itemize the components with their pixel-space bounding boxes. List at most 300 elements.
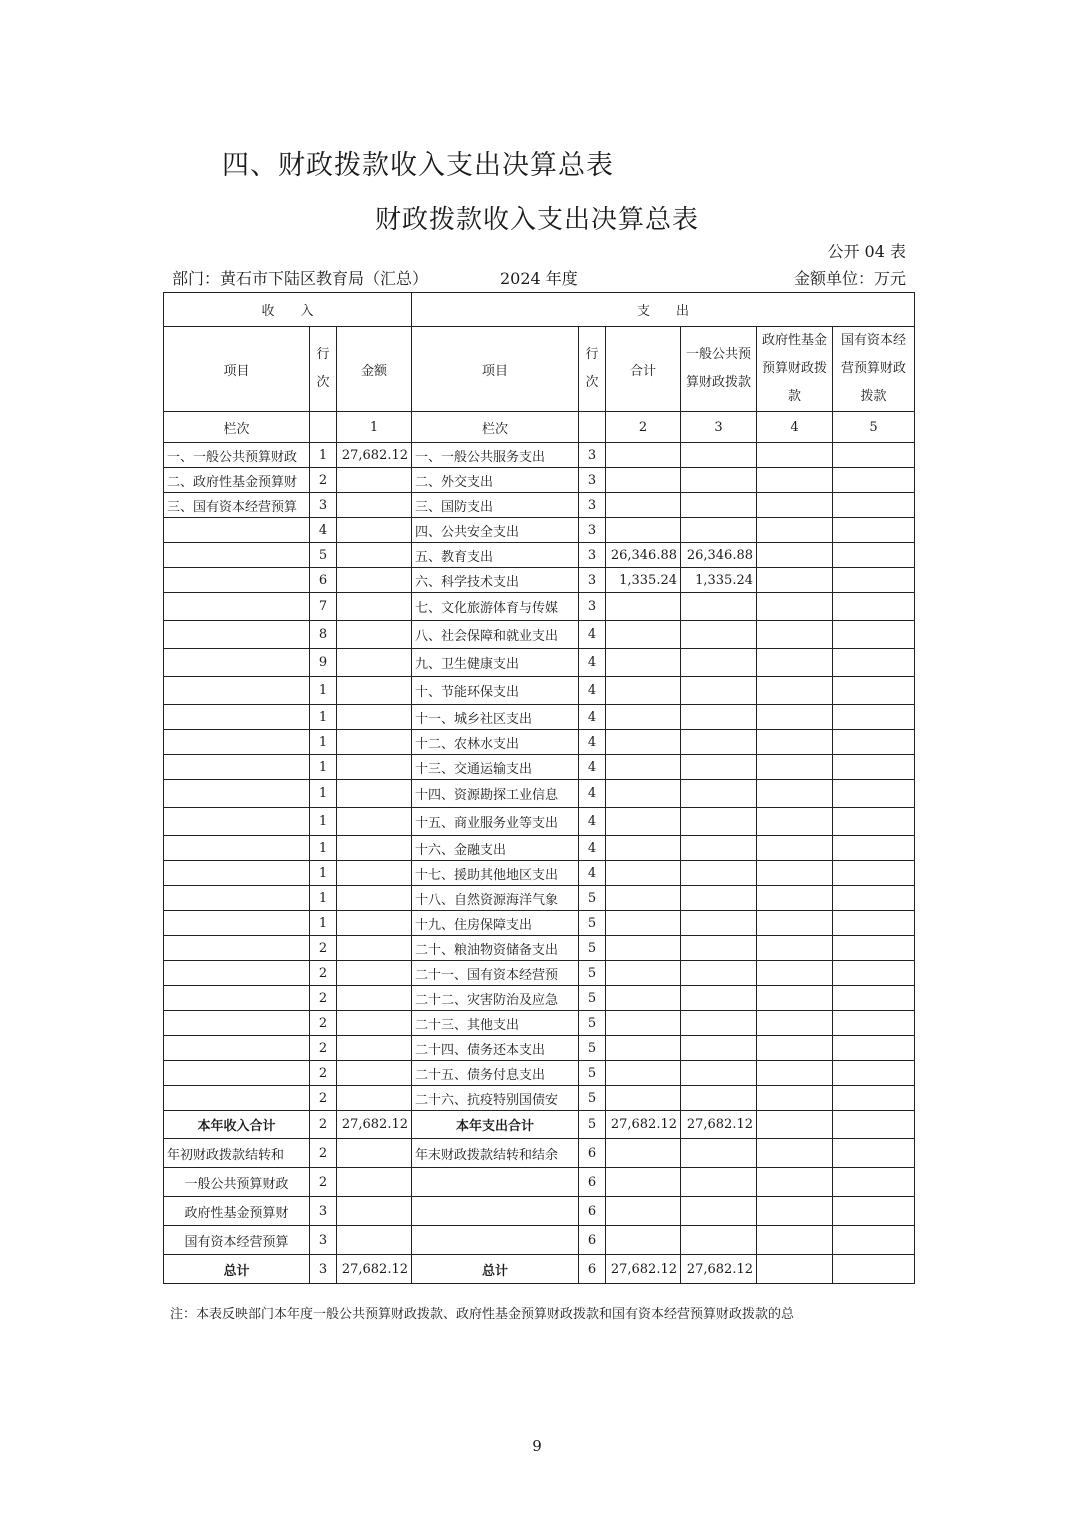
total-amount <box>606 468 681 493</box>
expense-line-no: 6 <box>579 1197 606 1226</box>
general-budget-amount <box>681 1011 757 1036</box>
general-budget-amount <box>681 593 757 621</box>
income-item: 二、政府性基金预算财 <box>164 468 310 493</box>
general-budget-amount <box>681 911 757 936</box>
general-budget-amount: 1,335.24 <box>681 568 757 593</box>
general-budget-amount <box>681 808 757 836</box>
fund-budget-header: 政府性基金预算财政拨款 <box>757 327 833 412</box>
income-item <box>164 911 310 936</box>
income-header: 收 入 <box>164 293 412 327</box>
expense-item: 本年支出合计 <box>412 1111 579 1139</box>
state-capital-amount <box>833 730 915 755</box>
expense-line-no: 5 <box>579 1111 606 1139</box>
fund-budget-amount <box>757 886 833 911</box>
col-index-4: 4 <box>757 412 833 443</box>
state-capital-amount <box>833 593 915 621</box>
fund-budget-amount <box>757 468 833 493</box>
income-line-no: 3 <box>310 1255 337 1284</box>
fund-budget-amount <box>757 755 833 780</box>
total-amount <box>606 649 681 677</box>
total-amount <box>606 730 681 755</box>
col-label-expense: 栏次 <box>412 412 579 443</box>
income-item <box>164 543 310 568</box>
expense-line-no: 5 <box>579 911 606 936</box>
state-capital-amount <box>833 443 915 468</box>
expense-line-no: 4 <box>579 755 606 780</box>
expense-line-no: 5 <box>579 986 606 1011</box>
total-amount <box>606 755 681 780</box>
expense-line-no: 5 <box>579 1011 606 1036</box>
fund-budget-amount <box>757 730 833 755</box>
income-item <box>164 677 310 705</box>
general-budget-amount <box>681 886 757 911</box>
state-capital-amount <box>833 1139 915 1168</box>
total-amount <box>606 621 681 649</box>
expense-line-no: 4 <box>579 861 606 886</box>
table-row <box>164 730 915 755</box>
general-budget-amount <box>681 986 757 1011</box>
income-item <box>164 861 310 886</box>
table-row <box>164 780 915 808</box>
general-budget-amount <box>681 649 757 677</box>
general-budget-amount <box>681 493 757 518</box>
income-item: 一、一般公共预算财政 <box>164 443 310 468</box>
fund-budget-amount <box>757 1168 833 1197</box>
total-amount <box>606 593 681 621</box>
income-amount <box>337 1197 412 1226</box>
total-amount: 27,682.12 <box>606 1111 681 1139</box>
expense-item: 四、公共安全支出 <box>412 518 579 543</box>
total-amount: 1,335.24 <box>606 568 681 593</box>
expense-line-no: 4 <box>579 649 606 677</box>
income-item <box>164 886 310 911</box>
expense-line-no: 5 <box>579 1086 606 1111</box>
income-amount <box>337 780 412 808</box>
income-amount <box>337 649 412 677</box>
income-amount <box>337 1011 412 1036</box>
table-row <box>164 961 915 986</box>
fund-budget-amount <box>757 836 833 861</box>
expense-line-no: 3 <box>579 593 606 621</box>
state-capital-amount <box>833 1036 915 1061</box>
expense-item: 二十四、债务还本支出 <box>412 1036 579 1061</box>
total-amount <box>606 1197 681 1226</box>
table-row <box>164 836 915 861</box>
income-item <box>164 780 310 808</box>
income-amount <box>337 543 412 568</box>
general-budget-amount <box>681 836 757 861</box>
general-budget-amount <box>681 1226 757 1255</box>
fund-budget-amount <box>757 1086 833 1111</box>
income-amount <box>337 986 412 1011</box>
page-number: 9 <box>532 1437 542 1455</box>
general-budget-amount <box>681 780 757 808</box>
fund-budget-amount <box>757 936 833 961</box>
col-index-3: 3 <box>681 412 757 443</box>
state-capital-amount <box>833 1111 915 1139</box>
header-row-columns <box>164 327 915 412</box>
income-line-no: 1 <box>310 808 337 836</box>
state-capital-amount <box>833 1168 915 1197</box>
fund-budget-amount <box>757 1011 833 1036</box>
table-row <box>164 593 915 621</box>
general-budget-amount <box>681 1086 757 1111</box>
expense-item-header: 项目 <box>412 327 579 412</box>
fund-budget-amount <box>757 1036 833 1061</box>
income-item <box>164 568 310 593</box>
fund-budget-amount <box>757 1111 833 1139</box>
general-budget-amount: 26,346.88 <box>681 543 757 568</box>
income-item: 一般公共预算财政 <box>164 1168 310 1197</box>
fund-budget-amount <box>757 1226 833 1255</box>
income-line-no: 7 <box>310 593 337 621</box>
total-amount <box>606 1139 681 1168</box>
expense-line-no: 6 <box>579 1139 606 1168</box>
table-row <box>164 568 915 593</box>
table-row <box>164 911 915 936</box>
table-row <box>164 1061 915 1086</box>
income-item <box>164 593 310 621</box>
expense-line-no: 5 <box>579 886 606 911</box>
table-row <box>164 936 915 961</box>
income-line-no: 3 <box>310 1226 337 1255</box>
carry-row <box>164 1168 915 1197</box>
expense-item: 二十五、债务付息支出 <box>412 1061 579 1086</box>
table-row <box>164 543 915 568</box>
table-row <box>164 621 915 649</box>
expense-line-no: 6 <box>579 1168 606 1197</box>
expense-line-no: 4 <box>579 677 606 705</box>
col-index-blank <box>579 412 606 443</box>
income-item <box>164 961 310 986</box>
table-row <box>164 886 915 911</box>
table-row <box>164 1036 915 1061</box>
income-amount <box>337 730 412 755</box>
expense-line-no: 3 <box>579 443 606 468</box>
expense-line-no: 4 <box>579 780 606 808</box>
income-item <box>164 1036 310 1061</box>
total-amount <box>606 986 681 1011</box>
income-amount <box>337 808 412 836</box>
total-amount <box>606 1011 681 1036</box>
state-capital-amount <box>833 677 915 705</box>
expense-item: 八、社会保障和就业支出 <box>412 621 579 649</box>
table-row <box>164 468 915 493</box>
total-amount <box>606 443 681 468</box>
income-amount <box>337 961 412 986</box>
expense-header: 支 出 <box>412 293 915 327</box>
income-line-no: 1 <box>310 780 337 808</box>
expense-item: 十、节能环保支出 <box>412 677 579 705</box>
income-amount <box>337 1226 412 1255</box>
income-amount <box>337 705 412 730</box>
section-title: 四、财政拨款收入支出决算总表 <box>222 150 614 181</box>
expense-line-no: 4 <box>579 836 606 861</box>
income-line-no: 1 <box>310 861 337 886</box>
fund-budget-amount <box>757 961 833 986</box>
meta-row <box>172 266 906 288</box>
state-capital-amount <box>833 986 915 1011</box>
state-capital-amount <box>833 493 915 518</box>
income-amount <box>337 621 412 649</box>
expense-line-no: 3 <box>579 543 606 568</box>
income-line-no: 2 <box>310 1036 337 1061</box>
fund-budget-amount <box>757 568 833 593</box>
state-capital-amount <box>833 543 915 568</box>
income-item <box>164 986 310 1011</box>
income-line-no: 1 <box>310 705 337 730</box>
income-line-no: 2 <box>310 961 337 986</box>
income-amount <box>337 836 412 861</box>
total-amount <box>606 1061 681 1086</box>
income-line-no: 1 <box>310 443 337 468</box>
expense-item: 二十、粮油物资储备支出 <box>412 936 579 961</box>
expense-item: 七、文化旅游体育与传媒 <box>412 593 579 621</box>
year-label: 2024 年度 <box>500 269 578 288</box>
total-amount: 27,682.12 <box>606 1255 681 1284</box>
income-amount <box>337 1061 412 1086</box>
income-line-no: 2 <box>310 1086 337 1111</box>
carry-row <box>164 1197 915 1226</box>
income-amount <box>337 936 412 961</box>
income-line-no: 3 <box>310 493 337 518</box>
income-amount <box>337 861 412 886</box>
general-budget-amount <box>681 1197 757 1226</box>
income-amount <box>337 518 412 543</box>
income-amount-header: 金额 <box>337 327 412 412</box>
income-amount <box>337 1139 412 1168</box>
general-budget-amount <box>681 1168 757 1197</box>
income-item <box>164 518 310 543</box>
general-budget-amount <box>681 705 757 730</box>
income-item <box>164 936 310 961</box>
general-budget-amount <box>681 936 757 961</box>
total-header: 合计 <box>606 327 681 412</box>
table-row <box>164 1086 915 1111</box>
income-amount <box>337 593 412 621</box>
state-capital-amount <box>833 1226 915 1255</box>
income-amount: 27,682.12 <box>337 1111 412 1139</box>
expense-line-no: 4 <box>579 808 606 836</box>
total-amount <box>606 1086 681 1111</box>
expense-line-no: 3 <box>579 518 606 543</box>
general-budget-amount: 27,682.12 <box>681 1255 757 1284</box>
table-row <box>164 705 915 730</box>
expense-item: 年末财政拨款结转和结余 <box>412 1139 579 1168</box>
fund-budget-amount <box>757 443 833 468</box>
income-item <box>164 1086 310 1111</box>
table-row <box>164 808 915 836</box>
income-item <box>164 1061 310 1086</box>
expense-item: 十八、自然资源海洋气象 <box>412 886 579 911</box>
income-line-no: 5 <box>310 543 337 568</box>
fund-budget-amount <box>757 1255 833 1284</box>
income-item <box>164 808 310 836</box>
table-row <box>164 677 915 705</box>
total-amount <box>606 911 681 936</box>
expense-line-no: 3 <box>579 568 606 593</box>
state-capital-amount <box>833 1086 915 1111</box>
fund-budget-amount <box>757 1197 833 1226</box>
col-label-income: 栏次 <box>164 412 310 443</box>
expense-item: 二十六、抗疫特别国债安 <box>412 1086 579 1111</box>
total-amount <box>606 493 681 518</box>
income-item <box>164 1011 310 1036</box>
income-line-no-header: 行次 <box>310 327 337 412</box>
state-capital-amount <box>833 705 915 730</box>
income-line-no: 3 <box>310 1197 337 1226</box>
col-index-5: 5 <box>833 412 915 443</box>
state-capital-amount <box>833 961 915 986</box>
expense-item: 十七、援助其他地区支出 <box>412 861 579 886</box>
income-amount <box>337 1036 412 1061</box>
expense-item: 三、国防支出 <box>412 493 579 518</box>
expense-line-no-header: 行次 <box>579 327 606 412</box>
income-amount <box>337 568 412 593</box>
income-item: 国有资本经营预算 <box>164 1226 310 1255</box>
general-budget-amount <box>681 518 757 543</box>
total-amount <box>606 780 681 808</box>
column-index-row <box>164 412 915 443</box>
state-capital-amount <box>833 649 915 677</box>
income-line-no: 6 <box>310 568 337 593</box>
expense-line-no: 6 <box>579 1226 606 1255</box>
state-capital-amount <box>833 621 915 649</box>
fund-budget-amount <box>757 780 833 808</box>
expense-item: 二十一、国有资本经营预 <box>412 961 579 986</box>
expense-line-no: 4 <box>579 730 606 755</box>
total-amount <box>606 886 681 911</box>
expense-item: 六、科学技术支出 <box>412 568 579 593</box>
form-code: 公开 04 表 <box>827 242 906 261</box>
total-amount <box>606 836 681 861</box>
income-line-no: 4 <box>310 518 337 543</box>
carry-row <box>164 1139 915 1168</box>
expense-item <box>412 1197 579 1226</box>
general-budget-amount: 27,682.12 <box>681 1111 757 1139</box>
general-budget-amount <box>681 443 757 468</box>
income-item <box>164 705 310 730</box>
state-capital-amount <box>833 861 915 886</box>
fund-budget-amount <box>757 1061 833 1086</box>
income-line-no: 2 <box>310 1011 337 1036</box>
expense-item: 十一、城乡社区支出 <box>412 705 579 730</box>
income-item: 本年收入合计 <box>164 1111 310 1139</box>
state-capital-amount <box>833 1061 915 1086</box>
income-amount: 27,682.12 <box>337 443 412 468</box>
expense-item <box>412 1168 579 1197</box>
state-capital-amount <box>833 836 915 861</box>
expense-item: 十五、商业服务业等支出 <box>412 808 579 836</box>
fund-budget-amount <box>757 911 833 936</box>
income-line-no: 1 <box>310 730 337 755</box>
table-row <box>164 443 915 468</box>
expense-item: 二十二、灾害防治及应急 <box>412 986 579 1011</box>
income-line-no: 2 <box>310 986 337 1011</box>
expense-line-no: 5 <box>579 936 606 961</box>
expense-item: 十四、资源勘探工业信息 <box>412 780 579 808</box>
grand-total-row <box>164 1255 915 1284</box>
income-item <box>164 836 310 861</box>
income-amount <box>337 1086 412 1111</box>
general-budget-amount <box>681 1139 757 1168</box>
unit-label: 金额单位：万元 <box>793 269 906 288</box>
income-amount: 27,682.12 <box>337 1255 412 1284</box>
expense-line-no: 4 <box>579 621 606 649</box>
income-line-no: 1 <box>310 755 337 780</box>
footnote: 注：本表反映部门本年度一般公共预算财政拨款、政府性基金预算财政拨款和国有资本经营预算财政拨款的总 <box>170 1307 795 1322</box>
fund-budget-amount <box>757 493 833 518</box>
table-row <box>164 1011 915 1036</box>
total-amount <box>606 677 681 705</box>
income-item: 总计 <box>164 1255 310 1284</box>
state-capital-amount <box>833 468 915 493</box>
income-line-no: 1 <box>310 836 337 861</box>
income-amount <box>337 755 412 780</box>
table-row <box>164 493 915 518</box>
fund-budget-amount <box>757 518 833 543</box>
fund-budget-amount <box>757 705 833 730</box>
general-budget-amount <box>681 730 757 755</box>
expense-item: 十三、交通运输支出 <box>412 755 579 780</box>
income-line-no: 2 <box>310 1168 337 1197</box>
table-row <box>164 861 915 886</box>
state-capital-amount <box>833 568 915 593</box>
expense-item: 十九、住房保障支出 <box>412 911 579 936</box>
income-line-no: 2 <box>310 1061 337 1086</box>
expense-item: 二十三、其他支出 <box>412 1011 579 1036</box>
total-amount <box>606 518 681 543</box>
fund-budget-amount <box>757 543 833 568</box>
department-label: 部门：黄石市下陆区教育局（汇总） <box>172 269 429 288</box>
income-amount <box>337 886 412 911</box>
expense-line-no: 5 <box>579 961 606 986</box>
table-row <box>164 518 915 543</box>
state-capital-amount <box>833 1255 915 1284</box>
col-index-1: 1 <box>337 412 412 443</box>
income-amount <box>337 468 412 493</box>
total-amount <box>606 1226 681 1255</box>
expense-line-no: 5 <box>579 1036 606 1061</box>
expense-item: 二、外交支出 <box>412 468 579 493</box>
income-item: 政府性基金预算财 <box>164 1197 310 1226</box>
fund-budget-amount <box>757 621 833 649</box>
expense-line-no: 5 <box>579 1061 606 1086</box>
state-capital-header: 国有资本经营预算财政拨款 <box>833 327 915 412</box>
general-budget-amount <box>681 755 757 780</box>
general-budget-amount <box>681 1036 757 1061</box>
income-amount <box>337 1168 412 1197</box>
income-line-no: 2 <box>310 1139 337 1168</box>
general-budget-amount <box>681 621 757 649</box>
income-amount <box>337 677 412 705</box>
state-capital-amount <box>833 780 915 808</box>
col-index-2: 2 <box>606 412 681 443</box>
income-item <box>164 621 310 649</box>
state-capital-amount <box>833 808 915 836</box>
fund-budget-amount <box>757 808 833 836</box>
general-budget-amount <box>681 677 757 705</box>
state-capital-amount <box>833 886 915 911</box>
expense-item: 一、一般公共服务支出 <box>412 443 579 468</box>
income-line-no: 8 <box>310 621 337 649</box>
fund-budget-amount <box>757 649 833 677</box>
col-index-blank <box>310 412 337 443</box>
total-amount <box>606 861 681 886</box>
budget-table <box>163 292 915 1284</box>
fund-budget-amount <box>757 1139 833 1168</box>
expense-line-no: 6 <box>579 1255 606 1284</box>
